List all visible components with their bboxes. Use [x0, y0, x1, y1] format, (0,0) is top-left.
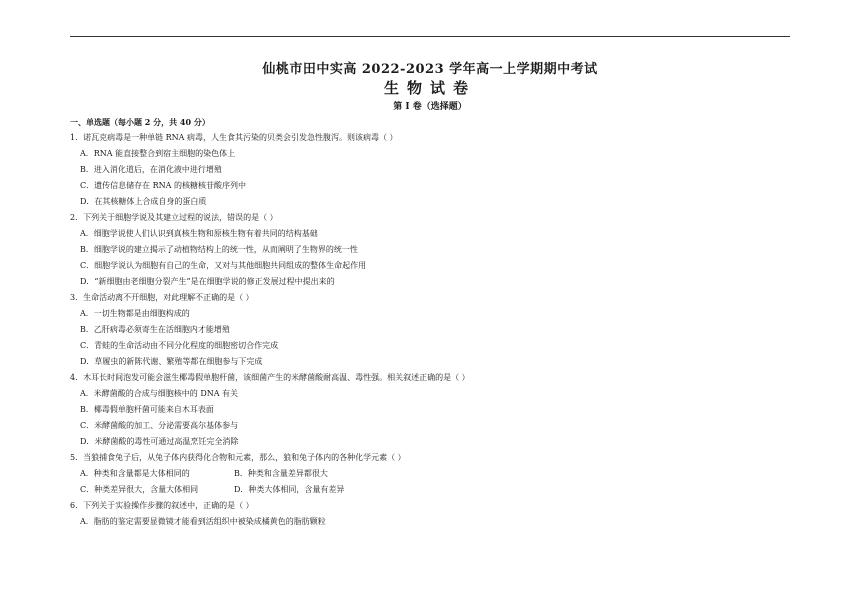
question-stem: 5．当狼捕食兔子后，从兔子体内获得化合物和元素，那么，狼和兔子体内的各种化学元素（ ）	[70, 453, 406, 462]
option: D．米酵菌酸的毒性可通过高温烹饪完全消除	[80, 437, 239, 446]
option: C．遗传信息储存在 RNA 的核糖核苷酸序列中	[80, 181, 247, 190]
volume-label: 第 I 卷（选择题）	[393, 102, 467, 112]
option: D．草履虫的新陈代谢、繁殖等都在细胞参与下完成	[80, 357, 263, 366]
option: C．青蛙的生命活动由不同分化程度的细胞密切合作完成	[80, 341, 279, 350]
question-stem: 1．诺瓦克病毒是一种单链 RNA 病毒，人生食其污染的贝类会引发急性腹泻。则该病毒（ ）	[70, 133, 398, 142]
option-row	[70, 482, 790, 498]
question-stem: 4．木耳长时间泡发可能会滋生椰毒假单胞杆菌，该细菌产生的米酵菌酸耐高温、毒性强。相关叙述正确的是（ ）	[70, 373, 470, 382]
option: A．种类和含量都是大体相同的	[80, 469, 190, 478]
option: B．进入消化道后，在消化液中进行增殖	[80, 165, 222, 174]
option: A．细胞学说使人们认识到真核生物和原核生物有着共同的结构基础	[80, 229, 318, 238]
option: A．一切生物都是由细胞构成的	[80, 309, 190, 318]
option: C．种类差异很大，含量大体相同	[80, 485, 199, 494]
option: C．细胞学说认为细胞有自己的生命，又对与其他细胞共同组成的整体生命起作用	[80, 261, 367, 270]
option: B．椰毒假单胞杆菌可能来自木耳表面	[80, 405, 214, 414]
exam-title: 仙桃市田中实高 2022-2023 学年高一上学期期中考试	[262, 62, 598, 77]
section-heading: 一、单选题（每小题 2 分，共 40 分）	[70, 117, 210, 127]
exam-subtitle: 生物试卷	[383, 79, 476, 97]
option: D．在其核糖体上合成自身的蛋白质	[80, 197, 207, 206]
option: A．米酵菌酸的合成与细胞核中的 DNA 有关	[80, 389, 239, 398]
question-stem: 3．生命活动离不开细胞，对此理解不正确的是（ ）	[70, 293, 254, 302]
option-row	[70, 466, 790, 482]
option: A．RNA 能直接整合到宿主细胞的染色体上	[80, 149, 236, 158]
option: B．细胞学说的建立揭示了动植物结构上的统一性，从而阐明了生物界的统一性	[80, 245, 358, 254]
question-stem: 6．下列关于实验操作步骤的叙述中，正确的是（ ）	[70, 501, 254, 510]
option: D．种类大体相同，含量有差异	[234, 485, 345, 494]
option: A．脂肪的鉴定需要显微镜才能看到活组织中被染成橘黄色的脂肪颗粒	[80, 517, 326, 526]
header-rule	[70, 36, 790, 37]
question-stem: 2．下列关于细胞学说及其建立过程的说法，错误的是（ ）	[70, 213, 278, 222]
option: B．乙肝病毒必须寄生在活细胞内才能增殖	[80, 325, 230, 334]
exam-content	[70, 114, 790, 530]
option: B．种类和含量差异都很大	[234, 469, 328, 478]
option: C．米酵菌酸的加工、分泌需要高尔基体参与	[80, 421, 239, 430]
option: D．“新细胞由老细胞分裂产生”是在细胞学说的修正发展过程中提出来的	[80, 277, 335, 286]
